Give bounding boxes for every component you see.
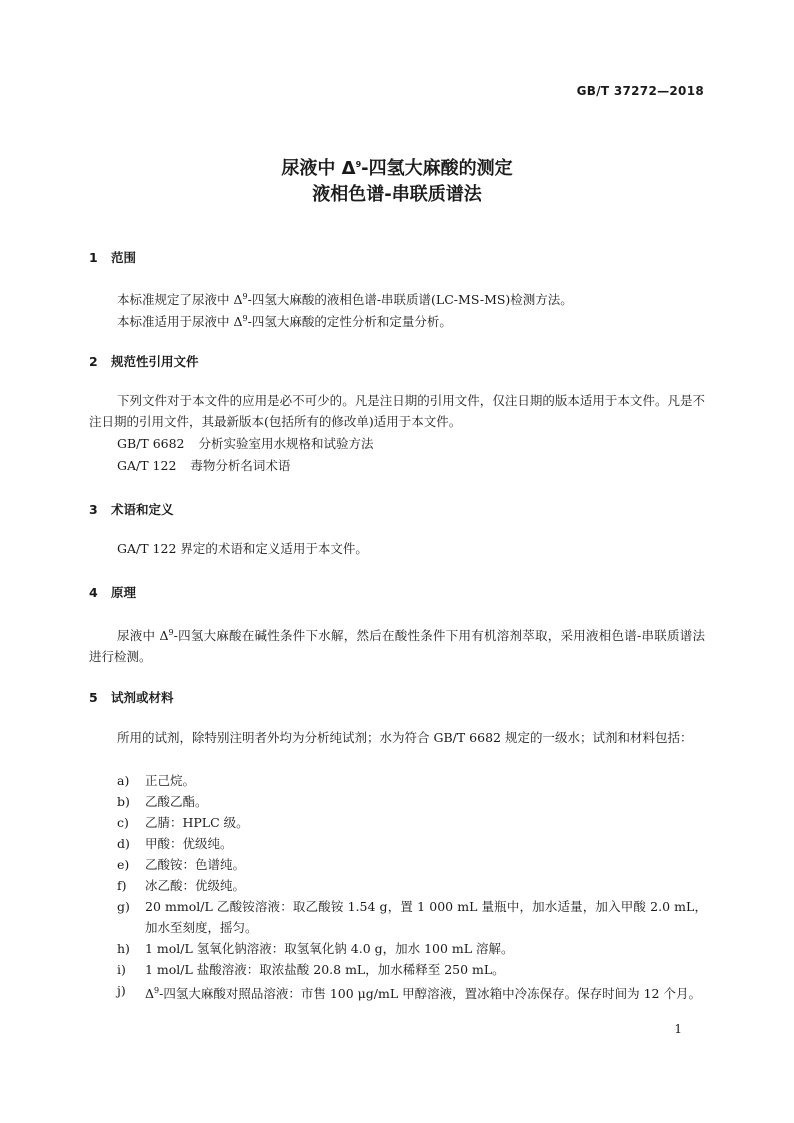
section-1-paragraph-2: 本标准适用于尿液中 $\Delta^9-$四氢大麻酸的定性分析和定量分析。	[117, 314, 452, 330]
list-item: j) $\Delta^9-$四氢大麻酸对照品溶液：市售 100 μg/mL 甲醇溶液，置冰箱中冷冻保存。保存时间为 12 个月。	[117, 983, 701, 1002]
list-item: d) 甲酸：优级纯。	[117, 836, 233, 851]
section-5-paragraph-1: 所用的试剂，除特别注明者外均为分析纯试剂；水为符合 GB/T 6682 规定的一级水；试剂和材料包括：	[117, 730, 693, 745]
list-item: i) 1 mol/L 盐酸溶液：取浓盐酸 20.8 mL，加水稀释至 250 mL。	[117, 962, 505, 977]
document-title-line2: 液相色谱-串联质谱法	[312, 184, 482, 205]
list-item: e) 乙酸铵：色谱纯。	[117, 857, 246, 872]
normative-reference: GA/T 122 毒物分析名词术语	[117, 458, 291, 473]
section-number: 5	[89, 690, 98, 705]
section-number: 2	[89, 354, 98, 369]
list-item: b) 乙酸乙酯。	[117, 794, 208, 809]
standard-code: GB/T 37272—2018	[576, 84, 704, 98]
section-title: 术语和定义	[111, 502, 174, 517]
section-title: 原理	[111, 585, 137, 600]
section-number: 4	[89, 585, 98, 600]
list-item: f) 冰乙酸：优级纯。	[117, 878, 246, 893]
section-title: 规范性引用文件	[111, 354, 199, 369]
section-number: 1	[89, 250, 98, 265]
section-title: 范围	[111, 250, 137, 265]
section-4-paragraph-1: 尿液中 $\Delta^9-$四氢大麻酸在碱性条件下水解，然后在酸性条件下用有机溶剂萃取，采用液相色谱-串联质谱法进行检测。	[89, 628, 705, 665]
section-5-heading	[89, 688, 174, 706]
section-number: 3	[89, 502, 98, 517]
section-1-paragraph-1: 本标准规定了尿液中 $\Delta^9-$四氢大麻酸的液相色谱-串联质谱(LC-MS-MS)检测方法。	[117, 292, 573, 308]
list-item: g) 20 mmol/L 乙酸铵溶液：取乙酸铵 1.54 g，置 1 000 mL 量瓶中，加水适量，加入甲酸 2.0 mL，加水至刻度，摇匀。	[117, 899, 707, 935]
section-2-heading	[89, 352, 199, 370]
normative-reference: GB/T 6682 分析实验室用水规格和试验方法	[117, 436, 374, 451]
section-1-heading	[89, 248, 136, 266]
list-item: c) 乙腈：HPLC 级。	[117, 815, 249, 830]
section-2-paragraph-1: 下列文件对于本文件的应用是必不可少的。凡是注日期的引用文件，仅注日期的版本适用于本文件。凡是不注日期的引用文件，其最新版本(包括所有的修改单)适用于本文件。	[89, 393, 705, 429]
section-title: 试剂或材料	[111, 690, 174, 705]
document-title-line1: 尿液中 $\Delta^9-$四氢大麻酸的测定	[281, 158, 513, 179]
page-number: 1	[674, 1022, 682, 1036]
list-item: h) 1 mol/L 氢氧化钠溶液：取氢氧化钠 4.0 g，加水 100 mL 溶解。	[117, 941, 514, 956]
list-item: a) 正己烷。	[117, 773, 196, 788]
section-4-heading	[89, 583, 136, 601]
section-3-heading	[89, 500, 174, 518]
section-3-paragraph-1: GA/T 122 界定的术语和定义适用于本文件。	[117, 541, 368, 556]
